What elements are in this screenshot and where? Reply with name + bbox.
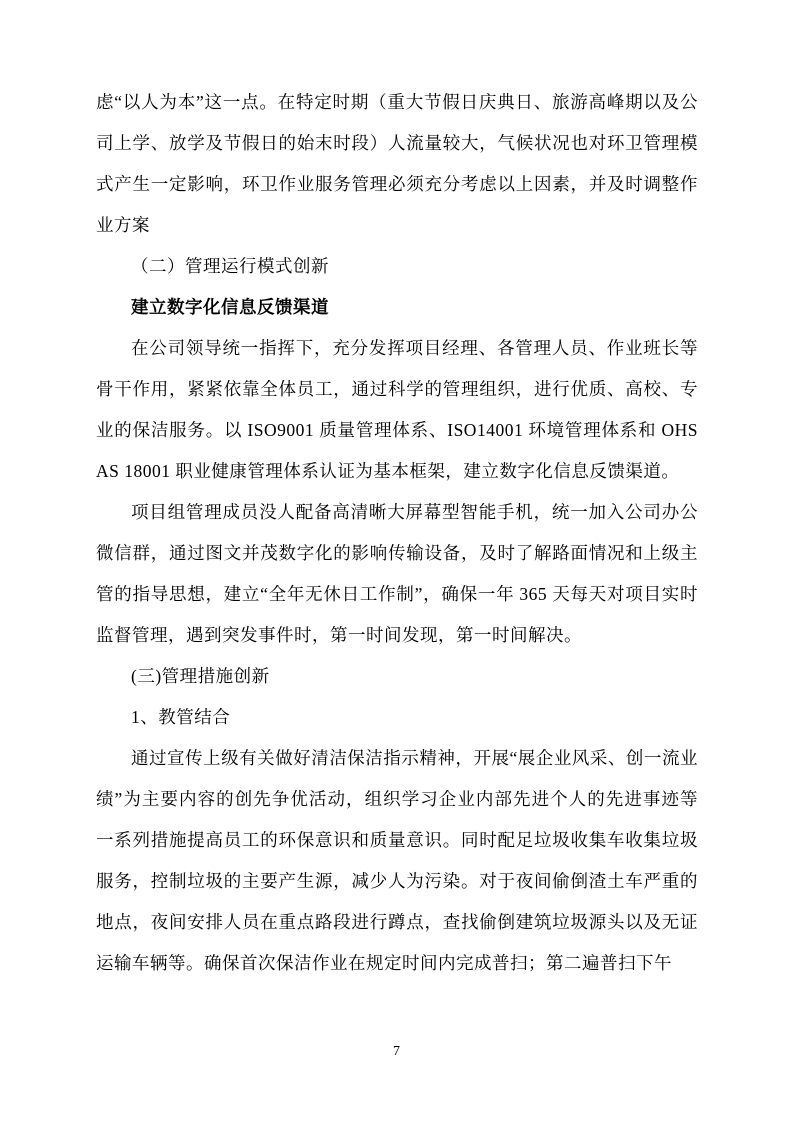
paragraph: 在公司领导统一指挥下，充分发挥项目经理、各管理人员、作业班长等骨干作用，紧紧依靠全体员工，通过科学的管理组织，进行优质、高校、专业的保洁服务。以 ISO9001 质量管理体系、ISO14001 环境管理体系和 OHSAS 18001 职业健康管理体系认证为基本框架，建立数字化信息反馈渠道。 bbox=[96, 338, 698, 481]
paragraph: 虑“以人为本”这一点。在特定时期（重大节假日庆典日、旅游高峰期以及公司上学、放学及节假日的始末时段）人流量较大，气候状况也对环卫管理模式产生一定影响，环卫作业服务管理必须充分考虑以上因素，并及时调整作业方案 bbox=[96, 92, 698, 235]
document-body bbox=[96, 82, 698, 984]
page-number: 7 bbox=[393, 1044, 400, 1059]
paragraph: 通过宣传上级有关做好清洁保洁指示精神，开展“展企业风采、创一流业绩”为主要内容的创先争优活动，组织学习企业内部先进个人的先进事迹等一系列措施提高员工的环保意识和质量意识。同时配足垃圾收集车收集垃圾服务，控制垃圾的主要产生源，减少人为污染。对于夜间偷倒渣土车严重的地点，夜间安排人员在重点路段进行蹲点，查找偷倒建筑垃圾源头以及无证运输车辆等。确保首次保洁作业在规定时间内完成普扫；第二遍普扫下午 bbox=[96, 748, 698, 973]
paragraph: 建立数字化信息反馈渠道 bbox=[131, 297, 329, 317]
paragraph: (三)管理措施创新 bbox=[131, 666, 270, 686]
paragraph: 项目组管理成员没人配备高清晰大屏幕型智能手机，统一加入公司办公微信群，通过图文并茂数字化的影响传输设备，及时了解路面情况和上级主管的指导思想，建立“全年无休日工作制”，确保一年 365 天每天对项目实时监督管理，遇到突发事件时，第一时间发现，第一时间解决。 bbox=[96, 502, 698, 645]
paragraph: 1、教管结合 bbox=[131, 707, 231, 727]
paragraph: （二）管理运行模式创新 bbox=[131, 256, 329, 276]
